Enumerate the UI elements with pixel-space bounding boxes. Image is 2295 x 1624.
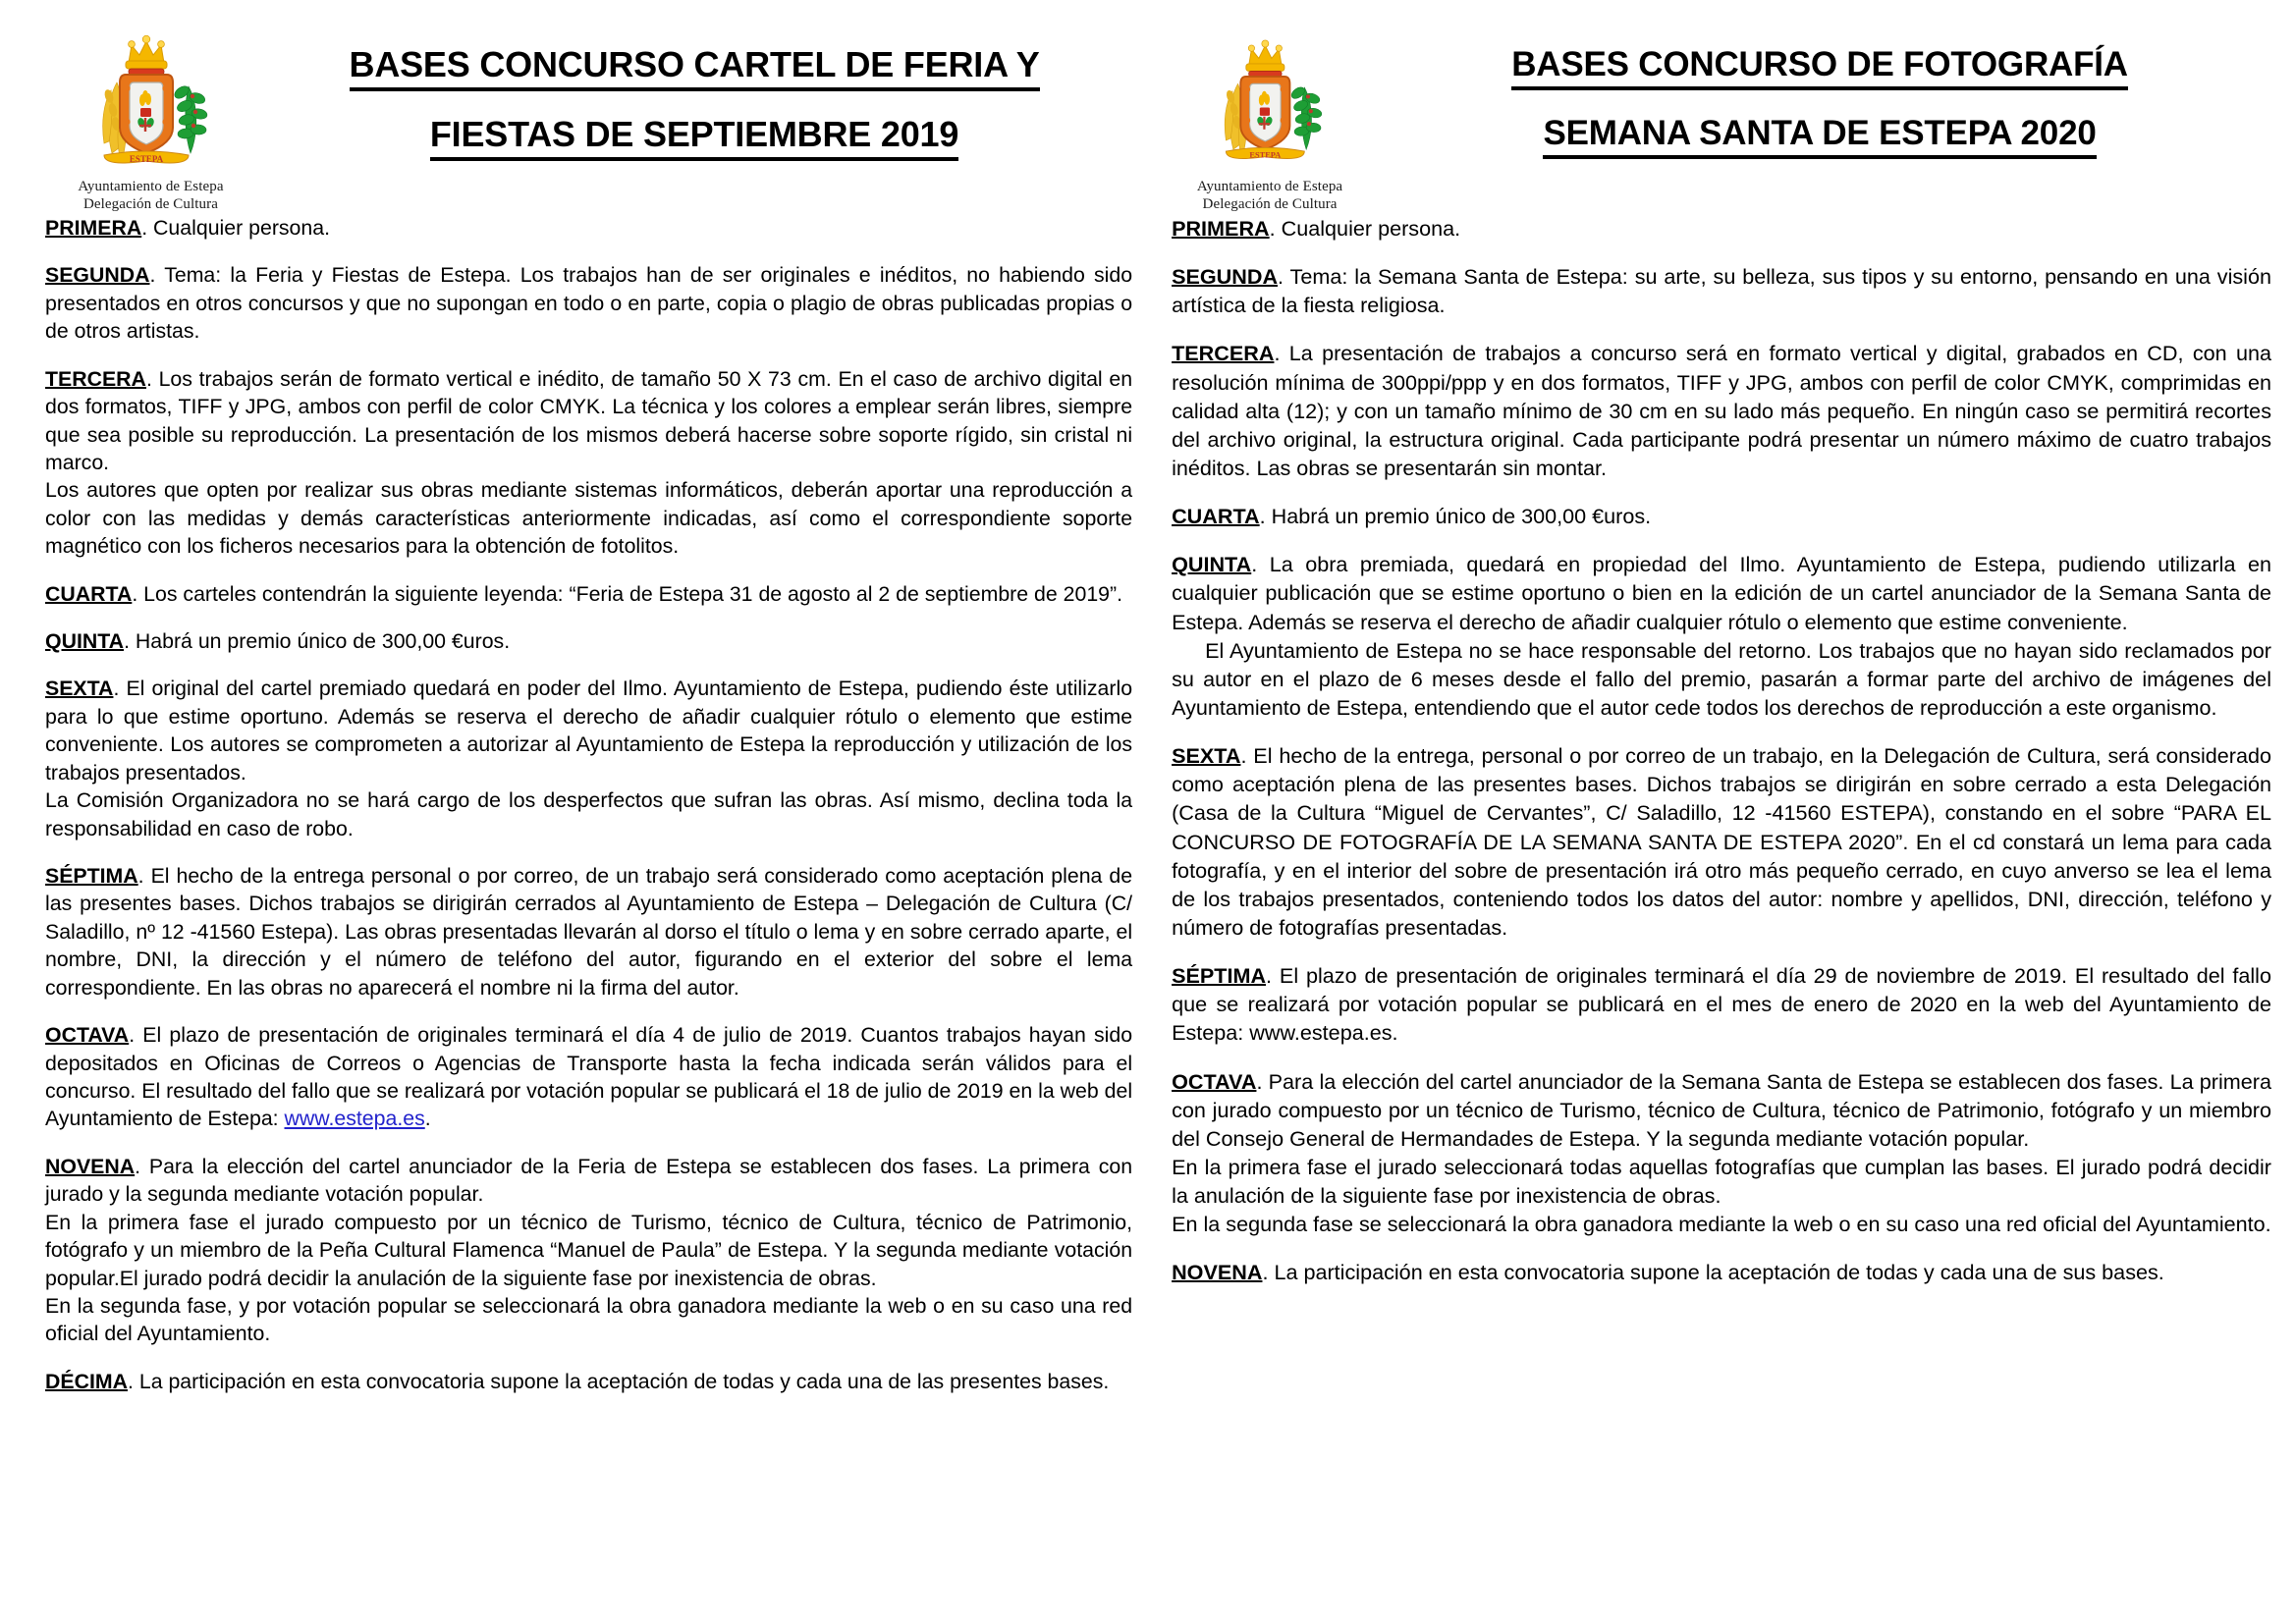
clause-label: OCTAVA [1172, 1068, 1257, 1094]
clause-novena [1172, 1258, 2271, 1286]
clause-septima [1172, 961, 2271, 1047]
clause-text-extra: En la primera fase el jurado compuesto por un técnico de Turismo, técnico de Cultura, técnico de Patrimonio, fotógrafo y un miembro de la Peña Cultural Flamenca “Manuel de Paula” de Estepa. Y la segunda mediante votación popular.El jurado podrá decidir la anulación de la siguiente fase por inexistencia de obras. [45, 1210, 1133, 1290]
clause-label: NOVENA [1172, 1260, 1263, 1285]
clause-text: . La presentación de trabajos a concurso será en formato vertical y digital, grabados en CD, con una resolución mínima de 300ppi/ppp y en dos formatos, TIFF y JPG, ambos con perfil de color CMYK, comprimidas en calidad alta (12); y con un tamaño mínimo de 30 cm en su lado más pequeño. En ningún caso se permitirá recortes del archivo original, la estructura original. Cada participante podrá presentar un número máximo de cuatro trabajos inéditos. Las obras se presentarán sin montar. [1172, 341, 2271, 480]
clause-text-extra: La Comisión Organizadora no se hará cargo de los desperfectos que sufran las obras. Así mismo, declina toda la responsabilidad en caso de robo. [45, 788, 1133, 840]
clause-text: . La obra premiada, quedará en propiedad del Ilmo. Ayuntamiento de Estepa, pudiendo utilizarla en cualquier publicación que se estime oportuno o bien en la edición de un cartel anunciador de la Semana Santa de Estepa. Además se reserva el derecho de añadir cualquier rótulo o elemento que estime conveniente. [1172, 552, 2271, 634]
left-title-line-1: BASES CONCURSO CARTEL DE FERIA Y [350, 47, 1040, 91]
left-title-line-2: FIESTAS DE SEPTIEMBRE 2019 [430, 117, 958, 161]
crest-block-left [45, 18, 256, 214]
clause-text: . Para la elección del cartel anunciador de la Feria de Estepa se establecen dos fases. La primera con jurado y la segunda mediante votación popular. [45, 1154, 1133, 1207]
clause-text: . La participación en esta convocatoria supone la aceptación de todas y cada una de las presentes bases. [128, 1369, 1110, 1393]
clause-text: . Habrá un premio único de 300,00 €uros. [124, 629, 511, 654]
clause-quinta [45, 627, 1132, 655]
clause-text: . El plazo de presentación de originales terminará el día 29 de noviembre de 2019. El resultado del fallo que se realizará por votación popular se publicará en el mes de enero de 2020 en la web del Ayuntamiento de Estepa: www.estepa.es. [1172, 963, 2271, 1046]
clause-text: . Tema: la Feria y Fiestas de Estepa. Los trabajos han de ser originales e inéditos, no habiendo sido presentados en otros concursos y que no supongan en todo o en parte, copia o plagio de obras publicadas propias o de otros artistas. [45, 263, 1133, 344]
clause-text-extra: El Ayuntamiento de Estepa no se hace responsable del retorno. Los trabajos que no hayan sido reclamados por su autor en el plazo de 6 meses desde el fallo del premio, pasarán a formar parte del archivo de imágenes del Ayuntamiento de Estepa, entendiendo que el autor cede todos los derechos de reproducción a este organismo. [1172, 637, 2271, 720]
clause-label: SEXTA [1172, 743, 1241, 769]
clause-label: CUARTA [45, 581, 133, 606]
clause-label: PRIMERA [1172, 216, 1270, 241]
clause-text-extra-2: En la segunda fase se seleccionará la obra ganadora mediante la web o en su caso una red oficial del Ayuntamiento. [1172, 1212, 2271, 1237]
clause-text: . Cualquier persona. [141, 216, 331, 240]
crest-scroll-text: ESTEPA [129, 154, 163, 164]
clause-sexta [45, 675, 1132, 842]
clause-label: CUARTA [1172, 504, 1260, 529]
clause-text-extra: Los autores que opten por realizar sus obras mediante sistemas informáticos, deberán aportar una reproducción a color con las medidas y demás características anteriormente indicadas, así como el correspondiente soporte magnético con los ficheros necesarios para la obtención de fotolitos. [45, 478, 1133, 559]
clause-text: . Habrá un premio único de 300,00 €uros. [1259, 504, 1652, 529]
crest-caption-right [1197, 178, 1342, 214]
clause-label: SÉPTIMA [1172, 963, 1267, 989]
clause-primera [45, 214, 1132, 242]
left-title-block [256, 18, 1132, 161]
clause-label: PRIMERA [45, 216, 142, 240]
clause-text: . Para la elección del cartel anunciador de la Semana Santa de Estepa se establecen dos fases. La primera con jurado compuesto por un técnico de Turismo, técnico de Cultura, técnico de Patrimonio, fotógrafo y un miembro del Consejo General de Hermandades de Estepa. Y la segunda mediante votación popular. [1172, 1068, 2271, 1151]
left-column-header [45, 18, 1132, 214]
clause-label: SÉPTIMA [45, 864, 138, 889]
clause-text-extra-2: En la segunda fase, y por votación popular se seleccionará la obra ganadora mediante la web o en su caso una red oficial del Ayuntamiento. [45, 1293, 1133, 1346]
estepa-coat-of-arms-icon [82, 27, 220, 175]
clause-quinta [1172, 550, 2271, 722]
estepa-coat-of-arms-icon [1206, 27, 1334, 175]
clause-text: . El hecho de la entrega, personal o por correo de un trabajo, en la Delegación de Cultura, será considerado como aceptación plena de las presentes bases. Dichos trabajos se dirigirán en sobre cerrado a esta Delegación (Casa de la Cultura “Miguel de Cervantes”, C/ Saladillo, 12 -41560 ESTEPA), constando en el sobre “PARA EL CONCURSO DE FOTOGRAFÍA DE LA SEMANA SANTA DE ESTEPA 2020”. En el cd constará un lema para cada fotografía, y en el interior del sobre de presentación irá otro más pequeño cerrado, en cuyo anverso se lea el lema de los trabajos presentados, conteniendo todos los datos del autor: nombre y apellidos, DNI, dirección, teléfono y número de fotografías presentadas. [1172, 743, 2271, 940]
clause-label: SEXTA [45, 677, 114, 701]
clause-label: NOVENA [45, 1154, 136, 1178]
clause-octava [45, 1021, 1132, 1133]
clause-segunda [45, 261, 1132, 345]
clause-label: TERCERA [45, 366, 146, 391]
clause-sexta [1172, 741, 2271, 942]
clause-octava [1172, 1067, 2271, 1239]
right-title-line-1: BASES CONCURSO DE FOTOGRAFÍA [1511, 47, 2128, 90]
crest-caption-line-1: Ayuntamiento de Estepa [1196, 179, 1343, 194]
crest-caption-line-1: Ayuntamiento de Estepa [78, 179, 224, 194]
crest-scroll-text: ESTEPA [1249, 150, 1282, 160]
right-column-header [1172, 18, 2271, 214]
clause-label: OCTAVA [45, 1023, 130, 1048]
clause-text: . Cualquier persona. [1269, 216, 1461, 241]
crest-caption-line-2: Delegación de Cultura [82, 196, 219, 213]
clause-decima [45, 1368, 1132, 1395]
left-column [10, 18, 1154, 1624]
clause-text: . La participación en esta convocatoria supone la aceptación de todas y cada una de sus bases. [1262, 1260, 2164, 1285]
crest-block-right [1172, 18, 1368, 214]
clause-label: SEGUNDA [45, 263, 150, 288]
left-column-body [45, 214, 1132, 1395]
right-column [1154, 18, 2285, 1624]
clause-text-tail: . [424, 1107, 431, 1131]
clause-primera [1172, 214, 2271, 243]
clause-text: . Tema: la Semana Santa de Estepa: su arte, su belleza, sus tipos y su entorno, pensando en una visión artística de la fiesta religiosa. [1172, 264, 2271, 318]
clause-text: . Los trabajos serán de formato vertical e inédito, de tamaño 50 X 73 cm. En el caso de archivo digital en dos formatos, TIFF y JPG, ambos con perfil de color CMYK. La técnica y los colores a emplear serán libres, siempre que sea posible su reproducción. La presentación de los mismos deberá hacerse sobre soporte rígido, sin cristal ni marco. [45, 366, 1133, 474]
right-column-body [1172, 214, 2271, 1287]
clause-cuarta [1172, 502, 2271, 530]
clause-tercera [1172, 339, 2271, 482]
right-title-line-2: SEMANA SANTA DE ESTEPA 2020 [1543, 116, 2096, 159]
crest-caption-left [78, 178, 223, 214]
clause-text-extra: En la primera fase el jurado seleccionará todas aquellas fotografías que cumplan las bases. El jurado podrá decidir la anulación de la siguiente fase por inexistencia de obras. [1172, 1154, 2271, 1209]
clause-text: . El original del cartel premiado quedará en poder del Ilmo. Ayuntamiento de Estepa, pudiendo éste utilizarlo para lo que estime oportuno. Además se reserva el derecho de añadir cualquier rótulo o elemento que estime conveniente. Los autores se comprometen a autorizar al Ayuntamiento de Estepa la reproducción y utilización de los trabajos presentados. [45, 677, 1133, 785]
estepa-website-link[interactable]: www.estepa.es [284, 1107, 425, 1131]
clause-label: QUINTA [1172, 552, 1252, 577]
clause-text: . El plazo de presentación de originales terminará el día 4 de julio de 2019. Cuantos trabajos hayan sido depositados en Oficinas de Correos o Agencias de Transporte hasta la fecha indicada serán válidos para el concurso. El resultado del fallo que se realizará por votación popular se publicará el 18 de julio de 2019 en la web del Ayuntamiento de Estepa: [45, 1023, 1133, 1131]
clause-septima [45, 862, 1132, 1001]
crest-caption-line-2: Delegación de Cultura [1202, 196, 1338, 213]
clause-label: TERCERA [1172, 341, 1275, 366]
clause-text: . El hecho de la entrega personal o por correo, de un trabajo será considerado como aceptación plena de las presentes bases. Dichos trabajos se dirigirán cerrados al Ayuntamiento de Estepa – Delegación de Cultura (C/ Saladillo, nº 12 -41560 Estepa). Las obras presentadas llevarán al dorso el título o lema y en sobre cerrado aparte, el nombre, DNI, la dirección y el número de teléfono del autor, figurando en el exterior del sobre el lema correspondiente. En las obras no aparecerá el nombre ni la firma del autor. [45, 864, 1133, 1000]
clause-label: QUINTA [45, 629, 125, 654]
clause-label: DÉCIMA [45, 1369, 129, 1393]
clause-label: SEGUNDA [1172, 264, 1279, 290]
right-title-block [1368, 18, 2271, 159]
clause-tercera [45, 365, 1132, 561]
clause-segunda [1172, 262, 2271, 319]
clause-novena [45, 1153, 1132, 1348]
clause-cuarta [45, 580, 1132, 608]
clause-text: . Los carteles contendrán la siguiente leyenda: “Feria de Estepa 31 de agosto al 2 de septiembre de 2019”. [132, 581, 1123, 606]
